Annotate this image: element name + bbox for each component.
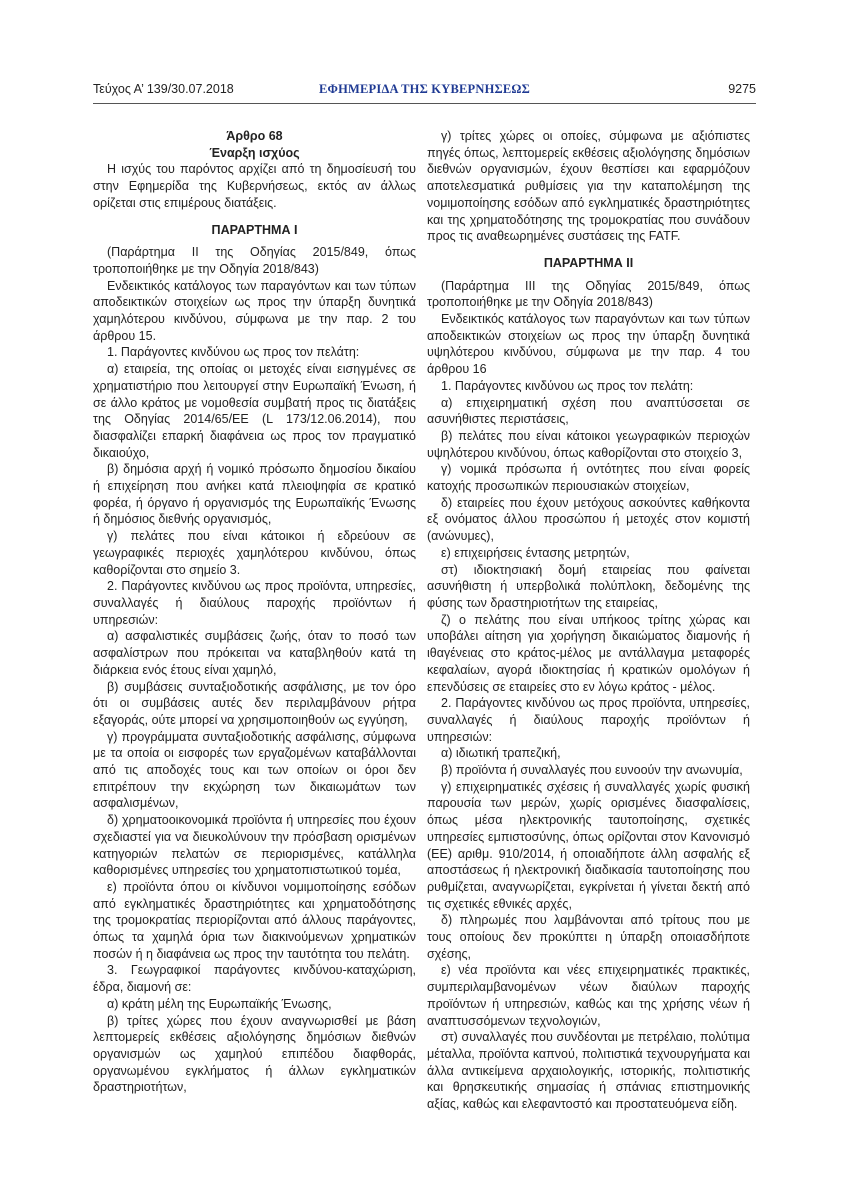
gazette-title: ΕΦΗΜΕΡΙΔΑ ΤΗΣ ΚΥΒΕΡΝΗΣΕΩΣ [319,82,530,96]
paragraph: Ενδεικτικός κατάλογος των παραγόντων και των τύπων αποδεικτικών στοιχείων ως προς την ύπαρξη δυνητικά χαμηλότερου κινδύνου, σύμφωνα με την παρ. 2 του άρθρου 15. [93,278,416,343]
paragraph: Ενδεικτικός κατάλογος των παραγόντων και των τύπων αποδεικτικών στοιχείων ως προς την ύπαρξη δυνητικά υψηλότερου κινδύνου, σύμφωνα με την παρ. 4 του άρθρου 16 [427,312,750,377]
paragraph: 1. Παράγοντες κινδύνου ως προς τον πελάτη: [107,345,360,360]
paragraph: δ) εταιρείες που έχουν μετόχους ασκούντες καθήκοντα εξ ονόματος άλλου προσώπου ή μετοχές στον κομιστή (ανώνυμες), [427,495,750,544]
paragraph: α) επιχειρηματική σχέση που αναπτύσσεται σε ασυνήθιστες περιστάσεις, [427,395,750,427]
paragraph: α) ιδιωτική τραπεζική, [441,746,561,761]
article-number: Άρθρο 68 [226,129,283,143]
annex-title: ΠΑΡΑΡΤΗΜΑ ΙΙ [543,255,634,270]
paragraph: ε) νέα προϊόντα και νέες επιχειρηματικές πρακτικές, συμπεριλαμβανομένων νέων διαύλων παροχής προϊόντων ή υπηρεσιών, καθώς και της χρήσης νέων ή αναπτυσσόμενων τεχνολογιών, [427,963,750,1028]
paragraph: γ) τρίτες χώρες οι οποίες, σύμφωνα με αξιόπιστες πηγές όπως, λεπτομερείς εκθέσεις αξιολόγησης δημόσιων διεθνών οργανισμών, έχουν θεσπίσει και εφαρμόζουν αποτελεσματικά ρυθμίσεις για την καταπολέμηση της νομιμοποίησης εσόδων από εγκληματικές δραστηριότητες και της χρηματοδότησης της τρομοκρατίας που συνάδουν προς τις αναθεωρημένες συστάσεις της FATF. [427,129,750,244]
paragraph: γ) πελάτες που είναι κάτοικοι ή εδρεύουν σε γεωγραφικές περιοχές χαμηλότερου κινδύνου, όπως καθορίζονται στο σημείο 3. [93,529,416,577]
paragraph: β) προϊόντα ή συναλλαγές που ευνοούν την ανωνυμία, [441,763,743,778]
paragraph: β) δημόσια αρχή ή νομικό πρόσωπο δημοσίου δικαίου ή επιχείρηση που ανήκει κατά πλειοψηφία σε κρατικό φορέα, ή όργανο ή οργανισμός της Ευρωπαϊκής Ένωσης ή δημόσιος διεθνής οργανισμός, [93,462,416,527]
annex-title: ΠΑΡΑΡΤΗΜΑ Ι [211,222,298,237]
paragraph: γ) προγράμματα συνταξιοδοτικής ασφάλισης, σύμφωνα με τα οποία οι εισφορές των εργαζομένων καταβάλλονται από τις αποδοχές τους και των οποίων οι όροι δεν επιτρέπουν την εκχώρηση των δικαιωμάτων των ασφαλισμένων, [93,729,416,811]
paragraph: α) ασφαλιστικές συμβάσεις ζωής, όταν το ποσό των ασφαλίστρων που πρόκειται να καταβληθούν κατά τη διάρκεια ενός έτους είναι χαμηλό, [93,629,416,677]
paragraph: α) εταιρεία, της οποίας οι μετοχές είναι εισηγμένες σε χρηματιστήριο που λειτουργεί στην Ευρωπαϊκή Ένωση, ή σε άλλο κράτος με νομοθεσία συμβατή προς τις διατάξεις της Οδηγίας 2014/65/ΕΕ (L 173/12.06.2014), που διασφαλίζει επαρκή διαφάνεια ως προς τον πραγματικό δικαιούχο, [93,362,416,460]
paragraph: γ) νομικά πρόσωπα ή οντότητες που είναι φορείς κατοχής προσωπικών περιουσιακών στοιχείων, [427,462,750,494]
paragraph: ε) επιχειρήσεις έντασης μετρητών, [441,545,630,560]
paragraph: 2. Παράγοντες κινδύνου ως προς προϊόντα, υπηρεσίες, συναλλαγές ή διαύλους παροχής προϊόντων ή υπηρεσιών: [93,579,416,627]
page-number: 9275 [728,82,756,96]
paragraph: δ) χρηματοοικονομικά προϊόντα ή υπηρεσίες που έχουν σχεδιαστεί για να διευκολύνουν την πρόσβαση ορισμένων κατηγοριών πελατών σε περιορισμένες, κατάλληλα καθορισμένες υπηρεσίες του χρηματοπιστωτικού τομέα, [93,813,416,878]
left-column [93,128,416,1096]
paragraph: ε) προϊόντα όπου οι κίνδυνοι νομιμοποίησης εσόδων από εγκληματικές δραστηριότητες και χρηματοδότησης της τρομοκρατίας περιορίζονται από άλλους παράγοντες, όπως τα χαμηλά όρια των διακινούμενων χρηματικών ποσών ή η διαφάνεια ως προς την ταυτότητα του πελάτη. [93,879,416,961]
paragraph: β) τρίτες χώρες που έχουν αναγνωρισθεί με βάση λεπτομερείς εκθέσεις αξιολόγησης δημόσιων διεθνών οργανισμών ως χαμηλού επιπέδου διαφθοράς, οργανωμένου εγκλήματος ή άλλων εγκληματικών δραστηριοτήτων, [93,1013,416,1095]
paragraph: 2. Παράγοντες κινδύνου ως προς προϊόντα, υπηρεσίες, συναλλαγές ή διαύλους παροχής προϊόντων ή υπηρεσιών: [427,696,750,744]
paragraph: α) κράτη μέλη της Ευρωπαϊκής Ένωσης, [107,996,332,1011]
paragraph: δ) πληρωμές που λαμβάνονται από τρίτους που με τους οποίους δεν προκύπτει η ύπαρξη οποιασδήποτε σχέσης, [427,913,750,961]
paragraph: ζ) ο πελάτης που είναι υπήκοος τρίτης χώρας και υποβάλει αίτηση για χορήγηση δικαιώματος διαμονής ή ιθαγένειας στο κράτος-μέλος με αντάλλαγμα μεταφορές κεφαλαίων, αγορά ιδιοκτησίας ή κρατικών ομολόγων ή επενδύσεις σε εταιρείες στο εν λόγω κράτος - μέλος. [427,612,750,694]
paragraph: στ) συναλλαγές που συνδέονται με πετρέλαιο, πολύτιμα μέταλλα, προϊόντα καπνού, πολιτιστικά τεχνουργήματα και άλλα αντικείμενα αρχαιολογικής, ιστορικής, πολιτιστικής και θρησκευτικής σημασίας ή σπάνιας επιστημονικής αξίας, καθώς και ελεφαντοστό και προστατευόμενα είδη. [427,1030,750,1112]
paragraph: 3. Γεωγραφικοί παράγοντες κινδύνου-καταχώριση, έδρα, διαμονή σε: [93,963,416,995]
paragraph: Η ισχύς του παρόντος αρχίζει από τη δημοσίευσή του στην Εφημερίδα της Κυβερνήσεως, εκτός αν άλλως ορίζεται στις επιμέρους διατάξεις. [93,162,416,210]
paragraph: (Παράρτημα ΙΙΙ της Οδηγίας 2015/849, όπως τροποποιήθηκε με την Οδηγία 2018/843) [427,278,750,310]
page-header [93,82,756,104]
right-column [427,128,750,1113]
paragraph: γ) επιχειρηματικές σχέσεις ή συναλλαγές χωρίς φυσική παρουσία των μερών, χωρίς ορισμένες διασφαλίσεις, όπως μέσα ηλεκτρονικής ταυτοποίησης, σχετικές υπηρεσίες εμπιστοσύνης, όπως ορίζονται στον Κανονισμό (ΕΕ) αριθμ. 910/2014, ή οποιαδήποτε άλλη ασφαλής εξ αποστάσεως ή ηλεκτρονική διαδικασία ταυτοποίησης που ρυθμίζεται, αναγνωρίζεται, εγκρίνεται ή γίνεται δεκτή από τις σχετικές εθνικές αρχές, [427,779,750,911]
paragraph: (Παράρτημα ΙΙ της Οδηγίας 2015/849, όπως τροποποιήθηκε με την Οδηγία 2018/843) [93,245,416,276]
issue-label: Τεύχος Α’ 139/30.07.2018 [93,82,234,96]
header-divider [93,103,756,104]
paragraph: στ) ιδιοκτησιακή δομή εταιρείας που φαίνεται ασυνήθιστη ή υπερβολικά πολύπλοκη, δεδομένης της φύσης των δραστηριοτήτων της εταιρείας, [427,562,750,610]
paragraph: β) πελάτες που είναι κάτοικοι γεωγραφικών περιοχών υψηλότερου κινδύνου, όπως καθορίζονται στο στοιχείο 3, [427,428,750,460]
paragraph: β) συμβάσεις συνταξιοδοτικής ασφάλισης, με τον όρο ότι οι συμβάσεις αυτές δεν περιλαμβάνουν ρήτρα εξαγοράς, ούτε μπορεί να χρησιμοποιηθούν ως εγγύηση, [93,679,416,727]
article-title: Έναρξη ισχύος [209,145,300,160]
paragraph: 1. Παράγοντες κινδύνου ως προς τον πελάτη: [441,378,694,393]
